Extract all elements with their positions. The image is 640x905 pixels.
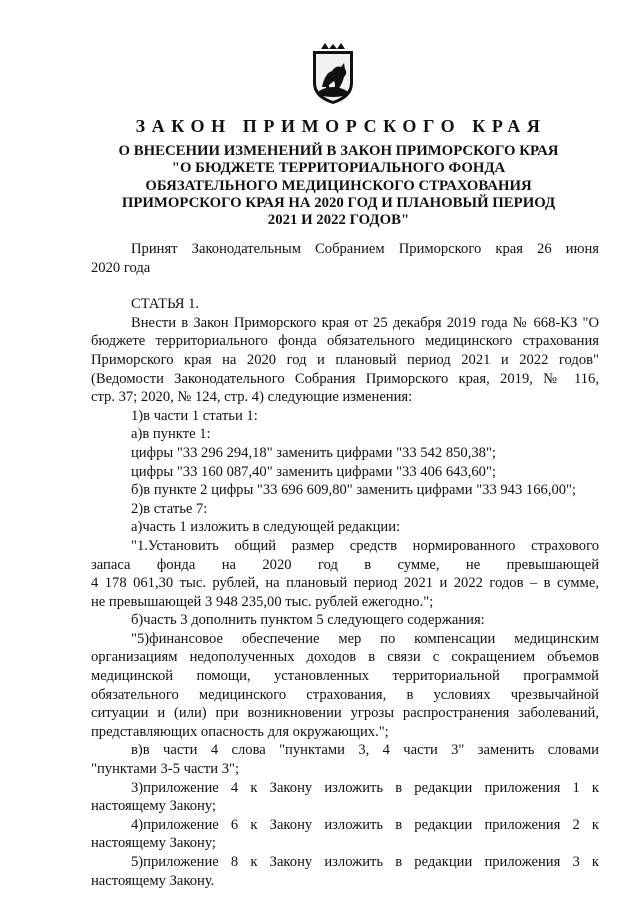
primorsky-coat-of-arms-icon	[310, 43, 356, 105]
law-body	[91, 240, 599, 890]
law-title: ЗАКОН ПРИМОРСКОГО КРАЯ	[135, 116, 547, 136]
text-line: Приморского края на 2020 год и плановый период 2021 и 2022 годов"	[91, 351, 599, 368]
text-line: 5)приложение 8 к Закону изложить в редакции приложения 3 к	[131, 854, 599, 870]
text-line: организациям недополученных доходов в связи с сокращением объемов	[91, 649, 599, 666]
text-line: б)в пункте 2 цифры "33 696 609,80" заменить цифрами "33 943 166,00";	[131, 482, 577, 499]
text-line: настоящему Закону;	[91, 835, 216, 852]
text-line: Внести в Закон Приморского края от 25 декабря 2019 года № 668-КЗ "О	[131, 314, 599, 331]
text-line: 4 178 061,30 тыс. рублей, на плановый период 2021 и 2022 годов – в сумме,	[91, 575, 599, 592]
subtitle-line: 2021 И 2022 ГОДОВ"	[267, 212, 410, 229]
text-line: "5)финансовое обеспечение мер по компенсации медицинским	[131, 630, 599, 647]
text-line: представляющих опасность для окружающих.";	[91, 723, 389, 740]
text-line: 2)в статье 7:	[131, 500, 208, 517]
text-line: настоящему Закону;	[91, 798, 216, 815]
subtitle-line: ПРИМОРСКОГО КРАЯ НА 2020 ГОД И ПЛАНОВЫЙ ПЕРИОД	[121, 194, 556, 211]
adoption-note	[91, 240, 599, 277]
text-line: запаса фонда на 2020 год в сумме, не превышающей	[91, 556, 599, 573]
article-heading: СТАТЬЯ 1.	[131, 296, 200, 313]
text-line: медицинской помощи, установленных территориальной программой	[91, 668, 599, 685]
subtitle-line: "О БЮДЖЕТЕ ТЕРРИТОРИАЛЬНОГО ФОНДА	[171, 160, 506, 177]
text-line: "пунктами 3-5 части 3";	[91, 761, 240, 778]
text-line: бюджете территориального фонда обязательного медицинского страхования	[91, 333, 599, 350]
text-line: ситуации и (или) при возникновении угрозы распространения заболеваний,	[91, 705, 599, 722]
text-line: 1)в части 1 статьи 1:	[131, 407, 258, 424]
text-line: б)часть 3 дополнить пунктом 5 следующего содержания:	[131, 612, 485, 629]
text-line: не превышающей 3 948 235,00 тыс. рублей ежегодно.";	[91, 593, 434, 610]
adoption-line: Принят Законодательным Собранием Приморского края 26 июня	[131, 241, 599, 257]
text-line: а)в пункте 1:	[131, 426, 211, 443]
subtitle-line: ОБЯЗАТЕЛЬНОГО МЕДИЦИНСКОГО СТРАХОВАНИЯ	[145, 177, 532, 194]
text-line: в)в части 4 слова "пунктами 3, 4 части 3" заменить словами	[131, 742, 599, 759]
text-line: "1.Установить общий размер средств нормированного страхового	[131, 537, 599, 554]
text-line: (Ведомости Законодательного Собрания Приморского края, 2019, № 116,	[91, 370, 599, 387]
text-line: настоящему Закону.	[91, 872, 215, 889]
subtitle-line: О ВНЕСЕНИИ ИЗМЕНЕНИЙ В ЗАКОН ПРИМОРСКОГО КРАЯ	[118, 143, 559, 159]
text-line: обязательного медицинского страхования, в условиях чрезвычайной	[91, 686, 599, 703]
adoption-line: 2020 года	[91, 259, 151, 276]
text-line: 3)приложение 4 к Закону изложить в редакции приложения 1 к	[131, 779, 599, 796]
text-line: 4)приложение 6 к Закону изложить в редакции приложения 2 к	[131, 816, 599, 833]
text-line: а)часть 1 изложить в следующей редакции:	[131, 519, 401, 536]
text-line: стр. 37; 2020, № 124, стр. 4) следующие изменения:	[91, 389, 413, 406]
text-line: цифры "33 160 087,40" заменить цифрами "33 406 643,60";	[131, 463, 496, 480]
law-subtitle	[93, 143, 584, 229]
text-line: цифры "33 296 294,18" заменить цифрами "33 542 850,38";	[131, 444, 496, 461]
